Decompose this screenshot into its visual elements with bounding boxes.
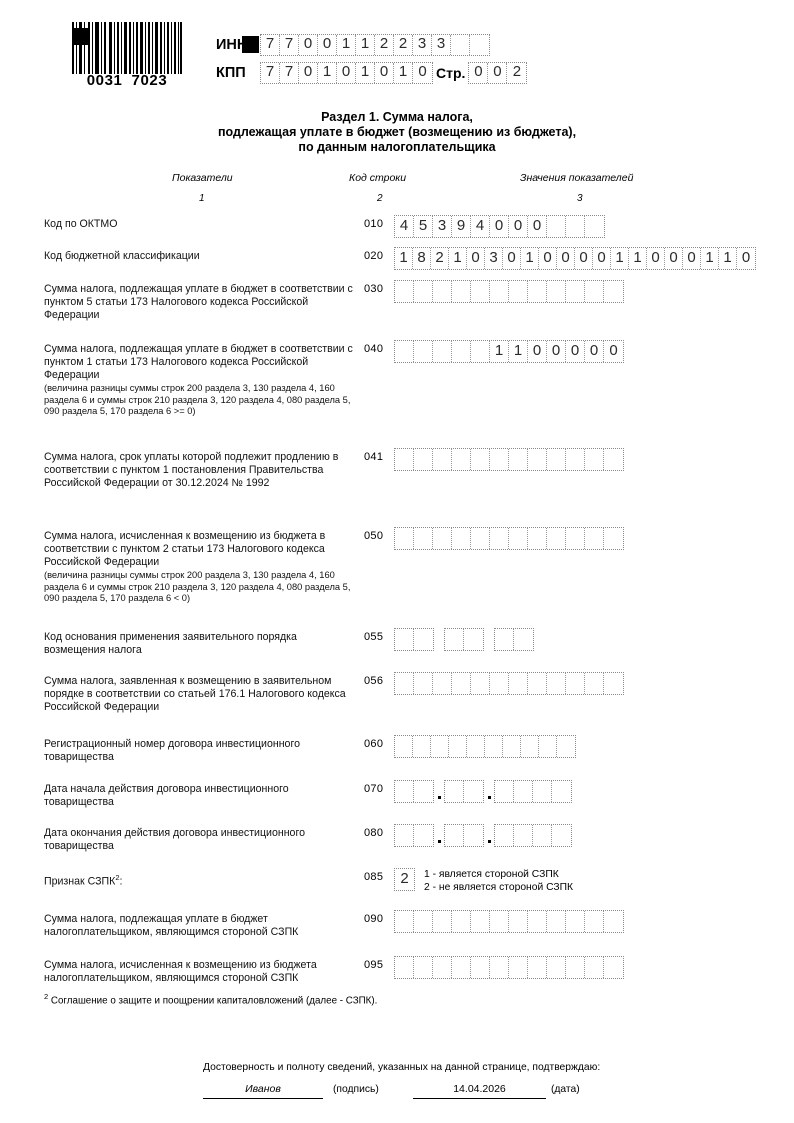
- form-cell[interactable]: [566, 911, 585, 932]
- form-cell[interactable]: 1: [611, 248, 629, 269]
- form-cell[interactable]: 2: [431, 248, 449, 269]
- page-title-line3: по данным налогоплательщика: [298, 140, 496, 154]
- column-header-values: Значения показателей: [520, 172, 634, 184]
- form-cell[interactable]: [533, 825, 552, 846]
- form-cell[interactable]: [445, 629, 464, 650]
- form-header: [0, 14, 794, 94]
- column-number-3: 3: [577, 193, 583, 204]
- form-cell[interactable]: [464, 629, 483, 650]
- form-cell[interactable]: 0: [337, 63, 356, 83]
- form-row-label: Сумма налога, исчисленная к возмещению из бюджета налогоплательщиком, являющимся стороной СЗПК: [44, 959, 317, 984]
- form-cell[interactable]: [495, 781, 514, 802]
- form-row-code: 095: [364, 959, 384, 971]
- page-title-line1: Раздел 1. Сумма налога,: [321, 110, 473, 124]
- form-cell[interactable]: [433, 341, 452, 362]
- form-row-value: [394, 280, 624, 303]
- form-cell[interactable]: [533, 781, 552, 802]
- form-row-value: [394, 628, 534, 651]
- form-cell[interactable]: [467, 736, 485, 757]
- form-row-label: Дата начала действия договора инвестиционного товарищества: [44, 783, 289, 808]
- form-cell-group[interactable]: [394, 824, 434, 847]
- form-row-code: 090: [364, 913, 384, 925]
- form-cell[interactable]: 0: [469, 63, 488, 83]
- form-cell[interactable]: 3: [432, 35, 451, 55]
- form-cell-group[interactable]: [394, 780, 434, 803]
- footnote: [44, 992, 377, 1006]
- form-row-code: 055: [364, 631, 384, 643]
- page-number-input[interactable]: [468, 62, 527, 84]
- form-cell[interactable]: [509, 449, 528, 470]
- form-cell[interactable]: [509, 957, 528, 978]
- form-cell[interactable]: [566, 673, 585, 694]
- barcode-number-right: 7023: [131, 72, 168, 89]
- form-cell[interactable]: 1: [337, 35, 356, 55]
- form-cell[interactable]: 4: [471, 216, 490, 237]
- column-headers: [0, 172, 794, 204]
- form-cell[interactable]: [547, 281, 566, 302]
- form-cell[interactable]: [566, 281, 585, 302]
- date-separator-dot: [434, 781, 444, 802]
- form-cell[interactable]: 0: [467, 248, 485, 269]
- form-cell[interactable]: 0: [528, 341, 547, 362]
- signature-caption: (подпись): [333, 1084, 379, 1095]
- form-cell[interactable]: 0: [585, 341, 604, 362]
- form-cell[interactable]: 0: [418, 63, 427, 80]
- form-cell[interactable]: [452, 281, 471, 302]
- column-header-indicators: Показатели: [172, 172, 233, 184]
- form-cell[interactable]: 1: [449, 248, 467, 269]
- form-cell-group[interactable]: [394, 735, 576, 758]
- form-cell[interactable]: 0: [557, 248, 575, 269]
- form-cell[interactable]: [470, 35, 489, 55]
- form-cell[interactable]: 1: [395, 248, 413, 269]
- page-title-line2: подлежащая уплате в бюджет (возмещению из бюджета),: [217, 125, 577, 139]
- form-row-code: 041: [364, 451, 384, 463]
- form-cell-group[interactable]: [494, 628, 534, 651]
- form-cell[interactable]: 1: [629, 248, 647, 269]
- form-cell[interactable]: 1: [701, 248, 719, 269]
- form-cell[interactable]: 3: [433, 216, 452, 237]
- form-cell[interactable]: [547, 957, 566, 978]
- form-cell[interactable]: [433, 281, 452, 302]
- inn-input[interactable]: [260, 34, 490, 56]
- form-cell[interactable]: [490, 281, 509, 302]
- form-row-sublabel: (величина разницы суммы строк 200 раздела 3, 130 раздела 4, 160 раздела 6 и суммы строк 210 раздела 3, 120 раздела 4, 080 раздела 5, 090 раздела 5, 170 раздела 6 >= 0): [44, 383, 351, 417]
- form-cell-group[interactable]: [444, 824, 484, 847]
- form-cell[interactable]: [514, 825, 533, 846]
- form-cell[interactable]: [395, 911, 414, 932]
- form-cell[interactable]: [433, 449, 452, 470]
- form-cell[interactable]: 7: [261, 63, 280, 83]
- form-cell[interactable]: [604, 957, 623, 978]
- form-cell[interactable]: [539, 736, 557, 757]
- group-gap: [434, 629, 444, 650]
- form-cell[interactable]: [414, 673, 433, 694]
- form-cell[interactable]: [514, 629, 533, 650]
- form-cell-group[interactable]: [394, 868, 415, 891]
- form-cell[interactable]: [449, 736, 467, 757]
- form-cell[interactable]: [395, 957, 414, 978]
- form-cell[interactable]: [503, 736, 521, 757]
- form-cell[interactable]: [566, 957, 585, 978]
- form-cell[interactable]: 2: [512, 63, 522, 80]
- form-cell[interactable]: [528, 957, 547, 978]
- form-cell[interactable]: [528, 528, 547, 549]
- form-cell[interactable]: [490, 449, 509, 470]
- form-cell[interactable]: [585, 957, 604, 978]
- form-cell[interactable]: [452, 528, 471, 549]
- form-cell[interactable]: [452, 957, 471, 978]
- form-cell[interactable]: [433, 957, 452, 978]
- form-cell[interactable]: [509, 911, 528, 932]
- footnote-ref: 2: [115, 873, 120, 882]
- form-cell[interactable]: [414, 341, 433, 362]
- form-cell[interactable]: 1: [318, 63, 337, 83]
- form-cell[interactable]: [414, 781, 433, 802]
- form-cell[interactable]: 0: [503, 248, 521, 269]
- form-cell[interactable]: [585, 281, 604, 302]
- form-cell[interactable]: 8: [413, 248, 431, 269]
- form-cell[interactable]: 0: [566, 341, 585, 362]
- form-cell[interactable]: 0: [683, 248, 701, 269]
- form-cell-group[interactable]: [394, 280, 624, 303]
- form-cell[interactable]: [528, 281, 547, 302]
- form-row-label: Сумма налога, подлежащая уплате в бюджет в соответствии с пунктом 5 статьи 173 Налогового кодекса Российской Федерации: [44, 283, 353, 321]
- form-cell[interactable]: [452, 673, 471, 694]
- form-cell[interactable]: 0: [299, 63, 318, 83]
- form-row-code: 050: [364, 530, 384, 542]
- form-row-value: [394, 868, 415, 891]
- form-row-code: 020: [364, 250, 384, 262]
- form-row-label: Код основания применения заявительного порядка возмещения налога: [44, 631, 297, 656]
- form-cell[interactable]: 0: [375, 63, 394, 83]
- form-cell[interactable]: [604, 449, 623, 470]
- barcode-image: [72, 22, 182, 74]
- form-cell-group[interactable]: [394, 527, 624, 550]
- kpp-row: [216, 62, 527, 84]
- form-cell[interactable]: [414, 911, 433, 932]
- form-row-label: Сумма налога, исчисленная к возмещению из бюджета в соответствии с пунктом 2 статьи 173 Налогового кодекса Российской Федерации (величина разницы суммы строк 200 раздела 3, 130 раздела 4, 160 раздела 6 и суммы строк 210 раздела 3, 120 раздела 4, 080 раздела 5, 090 раздела 5, 170 раздела 6 < 0): [44, 530, 359, 605]
- form-row-value: [394, 527, 624, 550]
- form-row-value: [394, 340, 624, 363]
- form-cell[interactable]: [395, 781, 414, 802]
- form-cell[interactable]: [414, 629, 433, 650]
- form-cell[interactable]: [604, 528, 623, 549]
- form-row-sublabel: (величина разницы суммы строк 200 раздела 3, 130 раздела 4, 160 раздела 6 и суммы строк 210 раздела 3, 120 раздела 4, 080 раздела 5, 090 раздела 5, 170 раздела 6 < 0): [44, 570, 351, 604]
- form-row-label: Код по ОКТМО: [44, 218, 118, 230]
- form-cell[interactable]: [395, 341, 414, 362]
- form-cell-group[interactable]: [444, 628, 484, 651]
- form-cell[interactable]: [490, 957, 509, 978]
- form-cell[interactable]: [471, 957, 490, 978]
- form-cell[interactable]: [585, 673, 604, 694]
- form-cell[interactable]: [452, 341, 471, 362]
- form-cell-group[interactable]: [494, 824, 572, 847]
- form-cell[interactable]: [395, 736, 413, 757]
- form-cell[interactable]: [395, 449, 414, 470]
- form-cell-group[interactable]: [394, 340, 624, 363]
- form-row-value: [394, 247, 756, 270]
- footnote-marker: 2: [44, 992, 49, 1001]
- form-row-code: 040: [364, 343, 384, 355]
- form-cell[interactable]: [414, 957, 433, 978]
- form-cell[interactable]: [395, 673, 414, 694]
- form-cell[interactable]: [528, 911, 547, 932]
- form-cell[interactable]: [566, 449, 585, 470]
- form-cell[interactable]: [547, 216, 566, 237]
- form-cell[interactable]: 0: [318, 35, 337, 55]
- page-number-label: Стр.: [436, 65, 466, 81]
- form-cell[interactable]: [547, 449, 566, 470]
- form-cell[interactable]: [490, 911, 509, 932]
- form-cell[interactable]: 0: [575, 248, 593, 269]
- form-cell[interactable]: [528, 673, 547, 694]
- szpk-options: [424, 869, 573, 894]
- form-row-value: [394, 780, 572, 803]
- form-row-value: [394, 824, 572, 847]
- form-cell[interactable]: [413, 736, 431, 757]
- form-cell[interactable]: 0: [539, 248, 557, 269]
- form-cell[interactable]: [414, 825, 433, 846]
- form-cell[interactable]: [395, 629, 414, 650]
- form-cell-group[interactable]: [394, 956, 624, 979]
- form-cell[interactable]: 3: [413, 35, 432, 55]
- form-row-code: 080: [364, 827, 384, 839]
- form-cell[interactable]: [585, 216, 604, 237]
- form-cell-group[interactable]: [394, 672, 624, 695]
- barcode-number: [72, 72, 182, 89]
- form-cell[interactable]: [395, 528, 414, 549]
- form-cell[interactable]: 0: [665, 248, 683, 269]
- form-cell[interactable]: 0: [488, 63, 507, 83]
- kpp-label: КПП: [216, 65, 246, 81]
- form-cell[interactable]: [433, 673, 452, 694]
- form-cell-group[interactable]: [394, 215, 605, 238]
- form-cell[interactable]: 4: [395, 216, 414, 237]
- form-row-code: 056: [364, 675, 384, 687]
- form-cell[interactable]: [566, 528, 585, 549]
- form-cell-group[interactable]: [444, 780, 484, 803]
- form-cell[interactable]: [485, 736, 503, 757]
- form-cell[interactable]: 2: [375, 35, 394, 55]
- form-row-code: 060: [364, 738, 384, 750]
- form-row-code: 010: [364, 218, 384, 230]
- form-row-label: Код бюджетной классификации: [44, 250, 200, 262]
- form-cell[interactable]: [395, 825, 414, 846]
- form-cell[interactable]: 5: [414, 216, 433, 237]
- form-cell-group[interactable]: [394, 628, 434, 651]
- form-cell[interactable]: [528, 449, 547, 470]
- form-cell[interactable]: [471, 528, 490, 549]
- form-cell[interactable]: [471, 673, 490, 694]
- form-cell[interactable]: [451, 35, 470, 55]
- form-row-code: 030: [364, 283, 384, 295]
- group-gap: [484, 629, 494, 650]
- form-cell[interactable]: [452, 911, 471, 932]
- form-row-value: [394, 956, 624, 979]
- form-row-code: 070: [364, 783, 384, 795]
- form-cell[interactable]: [547, 911, 566, 932]
- form-cell[interactable]: [514, 781, 533, 802]
- form-cell[interactable]: 0: [299, 35, 318, 55]
- form-cell[interactable]: 0: [647, 248, 665, 269]
- barcode-block: [62, 22, 194, 98]
- form-cell-group[interactable]: [394, 247, 756, 270]
- column-number-2: 2: [377, 193, 383, 204]
- form-cell[interactable]: [464, 825, 483, 846]
- form-cell[interactable]: 1: [521, 248, 539, 269]
- form-cell[interactable]: [604, 911, 623, 932]
- form-cell[interactable]: [552, 825, 571, 846]
- date-caption: (дата): [551, 1084, 580, 1095]
- form-cell[interactable]: [395, 281, 414, 302]
- form-cell[interactable]: [557, 736, 575, 757]
- form-cell[interactable]: [452, 449, 471, 470]
- form-cell[interactable]: [566, 216, 585, 237]
- column-number-1: 1: [199, 193, 205, 204]
- form-cell[interactable]: [495, 629, 514, 650]
- form-cell[interactable]: [433, 528, 452, 549]
- form-cell[interactable]: [471, 341, 490, 362]
- form-cell[interactable]: [471, 911, 490, 932]
- form-cell[interactable]: [509, 673, 528, 694]
- date-value[interactable]: 14.04.2026: [453, 1083, 506, 1095]
- footnote-text: Соглашение о защите и поощрении капиталовложений (далее - СЗПК).: [50, 995, 378, 1007]
- form-cell[interactable]: [445, 825, 464, 846]
- form-cell[interactable]: [490, 673, 509, 694]
- form-cell[interactable]: [445, 781, 464, 802]
- form-cell[interactable]: [509, 528, 528, 549]
- date-separator-dot: [484, 825, 494, 846]
- form-cell[interactable]: [414, 281, 433, 302]
- form-row-value: [394, 448, 624, 471]
- form-row-value: [394, 735, 576, 758]
- form-cell[interactable]: 1: [356, 63, 375, 83]
- form-cell[interactable]: [495, 825, 514, 846]
- form-cell[interactable]: [585, 449, 604, 470]
- form-cell[interactable]: 1: [719, 248, 737, 269]
- form-cell[interactable]: 7: [261, 35, 280, 55]
- form-row-label: Признак СЗПК$^2$:: [44, 873, 123, 888]
- form-row-label: Регистрационный номер договора инвестиционного товарищества: [44, 738, 300, 763]
- form-cell[interactable]: [585, 528, 604, 549]
- form-cell[interactable]: 2: [400, 870, 409, 887]
- inn-label: ИНН: [216, 37, 248, 53]
- page-title: [0, 110, 794, 155]
- form-row-label: Сумма налога, подлежащая уплате в бюджет в соответствии с пунктом 1 статьи 173 Налогового кодекса Российской Федерации (величина разницы суммы строк 200 раздела 3, 130 раздела 4, 160 раздела 6 и суммы строк 210 раздела 3, 120 раздела 4, 080 раздела 5, 090 раздела 5, 170 раздела 6 >= 0): [44, 343, 359, 418]
- form-cell[interactable]: [490, 528, 509, 549]
- form-row-label: Дата окончания действия договора инвестиционного товарищества: [44, 827, 305, 852]
- form-cell[interactable]: 0: [509, 216, 528, 237]
- form-cell[interactable]: 0: [528, 216, 547, 237]
- form-cell[interactable]: 7: [280, 63, 299, 83]
- form-cell[interactable]: 1: [394, 63, 413, 83]
- form-cell[interactable]: [464, 781, 483, 802]
- form-cell-group[interactable]: [494, 780, 572, 803]
- signature-line: [203, 1098, 323, 1099]
- form-cell[interactable]: 0: [547, 341, 566, 362]
- form-cell[interactable]: 0: [609, 342, 618, 359]
- form-cell[interactable]: [433, 911, 452, 932]
- szpk-option: 1 - является стороной СЗПК: [424, 869, 559, 880]
- form-cell[interactable]: 1: [490, 341, 509, 362]
- inn-row: [216, 34, 490, 56]
- form-cell[interactable]: 9: [452, 216, 471, 237]
- date-separator-dot: [434, 825, 444, 846]
- form-row-value: [394, 215, 605, 238]
- form-cell[interactable]: 0: [741, 249, 751, 266]
- form-cell[interactable]: [431, 736, 449, 757]
- form-cell[interactable]: 1: [509, 341, 528, 362]
- form-cell[interactable]: 2: [394, 35, 413, 55]
- form-row-value: [394, 910, 624, 933]
- form-row-code: 085: [364, 871, 384, 883]
- form-cell[interactable]: 0: [593, 248, 611, 269]
- date-line: [413, 1098, 546, 1099]
- form-cell-group[interactable]: [394, 910, 624, 933]
- confirmation-text: Достоверность и полноту сведений, указанных на данной странице, подтверждаю:: [203, 1062, 601, 1073]
- form-cell[interactable]: [471, 281, 490, 302]
- form-cell[interactable]: [547, 528, 566, 549]
- form-cell[interactable]: 7: [280, 35, 299, 55]
- form-cell-group[interactable]: [394, 448, 624, 471]
- form-row-value: [394, 672, 624, 695]
- signature-value[interactable]: Иванов: [245, 1083, 281, 1095]
- date-separator-dot: [484, 781, 494, 802]
- form-cell[interactable]: 0: [490, 216, 509, 237]
- barcode-number-left: 0031: [86, 72, 123, 89]
- form-cell[interactable]: [471, 449, 490, 470]
- form-cell[interactable]: [604, 673, 623, 694]
- form-row-label: Сумма налога, подлежащая уплате в бюджет налогоплательщиком, являющимся стороной СЗПК: [44, 913, 299, 938]
- form-row-label: Сумма налога, срок уплаты которой подлежит продлению в соответствии с пунктом 1 постановления Правительства Российской Федерации от 30.12.2024 № 1992: [44, 451, 339, 489]
- form-cell[interactable]: [552, 781, 571, 802]
- kpp-input[interactable]: [260, 62, 433, 84]
- form-cell[interactable]: [414, 528, 433, 549]
- form-cell[interactable]: [585, 911, 604, 932]
- szpk-option: 2 - не является стороной СЗПК: [424, 881, 574, 893]
- form-cell[interactable]: 1: [356, 35, 375, 55]
- form-cell[interactable]: [521, 736, 539, 757]
- form-cell[interactable]: 3: [485, 248, 503, 269]
- form-cell[interactable]: [414, 449, 433, 470]
- form-cell[interactable]: [604, 281, 623, 302]
- column-header-line-code: Код строки: [349, 172, 407, 184]
- form-row-label: Сумма налога, заявленная к возмещению в заявительном порядке в соответствии со статьей 176.1 Налогового кодекса Российской Федерации: [44, 675, 346, 713]
- form-cell[interactable]: [547, 673, 566, 694]
- form-cell[interactable]: [509, 281, 528, 302]
